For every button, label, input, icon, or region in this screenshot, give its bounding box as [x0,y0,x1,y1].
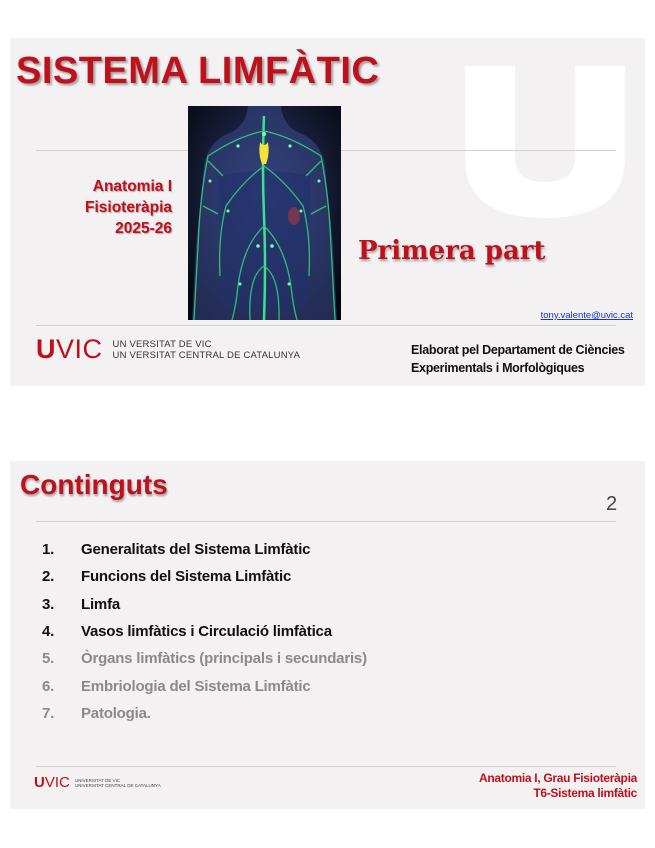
footer-divider [36,766,616,767]
course-program: Fisioteràpia [85,199,172,216]
list-item: 5. Òrgans limfàtics (principals i secundaris) [42,650,367,668]
uvic-logo [34,775,161,790]
slide-title: Continguts [20,469,168,500]
list-item: 3. Limfa [42,595,121,613]
contents-list [42,536,367,727]
course-year: 2025-26 [115,220,172,237]
uvic-logo-mark: UVIC [36,334,103,364]
lymphatic-system-illustration [188,106,341,320]
list-item: 1. Generalitats del Sistema Limfàtic [42,541,311,559]
part-label: Primera part [358,236,546,266]
uvic-logo [36,336,300,363]
university-name: UN VERSITAT DE VIC UN VERSITAT CENTRAL DE CATALUNYA [112,338,301,361]
department-credit: Elaborat pel Departament de Ciències Experimentals i Morfològiques [411,343,625,375]
uvic-watermark-u [465,66,625,218]
list-item: 7. Patologia. [42,704,151,722]
page-number: 2 [606,493,618,515]
list-item: 2. Funcions del Sistema Limfàtic [42,568,292,586]
university-name: UNIVERSITAT DE VIC UNIVERSITAT CENTRAL DE CATALUNYA [74,777,161,788]
list-item: 6. Embriologia del Sistema Limfàtic [42,677,311,695]
slide-title: SISTEMA LIMFÀTIC [16,50,380,92]
uvic-logo-mark: UVIC [34,774,70,791]
title-divider [36,521,616,522]
course-footer: Anatomia I, Grau Fisioteràpia T6-Sistema limfàtic [478,771,637,800]
list-item: 4. Vasos limfàtics i Circulació limfàtica [42,623,332,641]
course-name: Anatomia I [92,178,172,195]
course-info [50,176,172,239]
footer-divider [36,325,616,326]
title-slide [10,38,645,386]
contents-slide [10,461,645,809]
author-email-link[interactable]: tony.valente@uvic.cat [540,310,633,321]
